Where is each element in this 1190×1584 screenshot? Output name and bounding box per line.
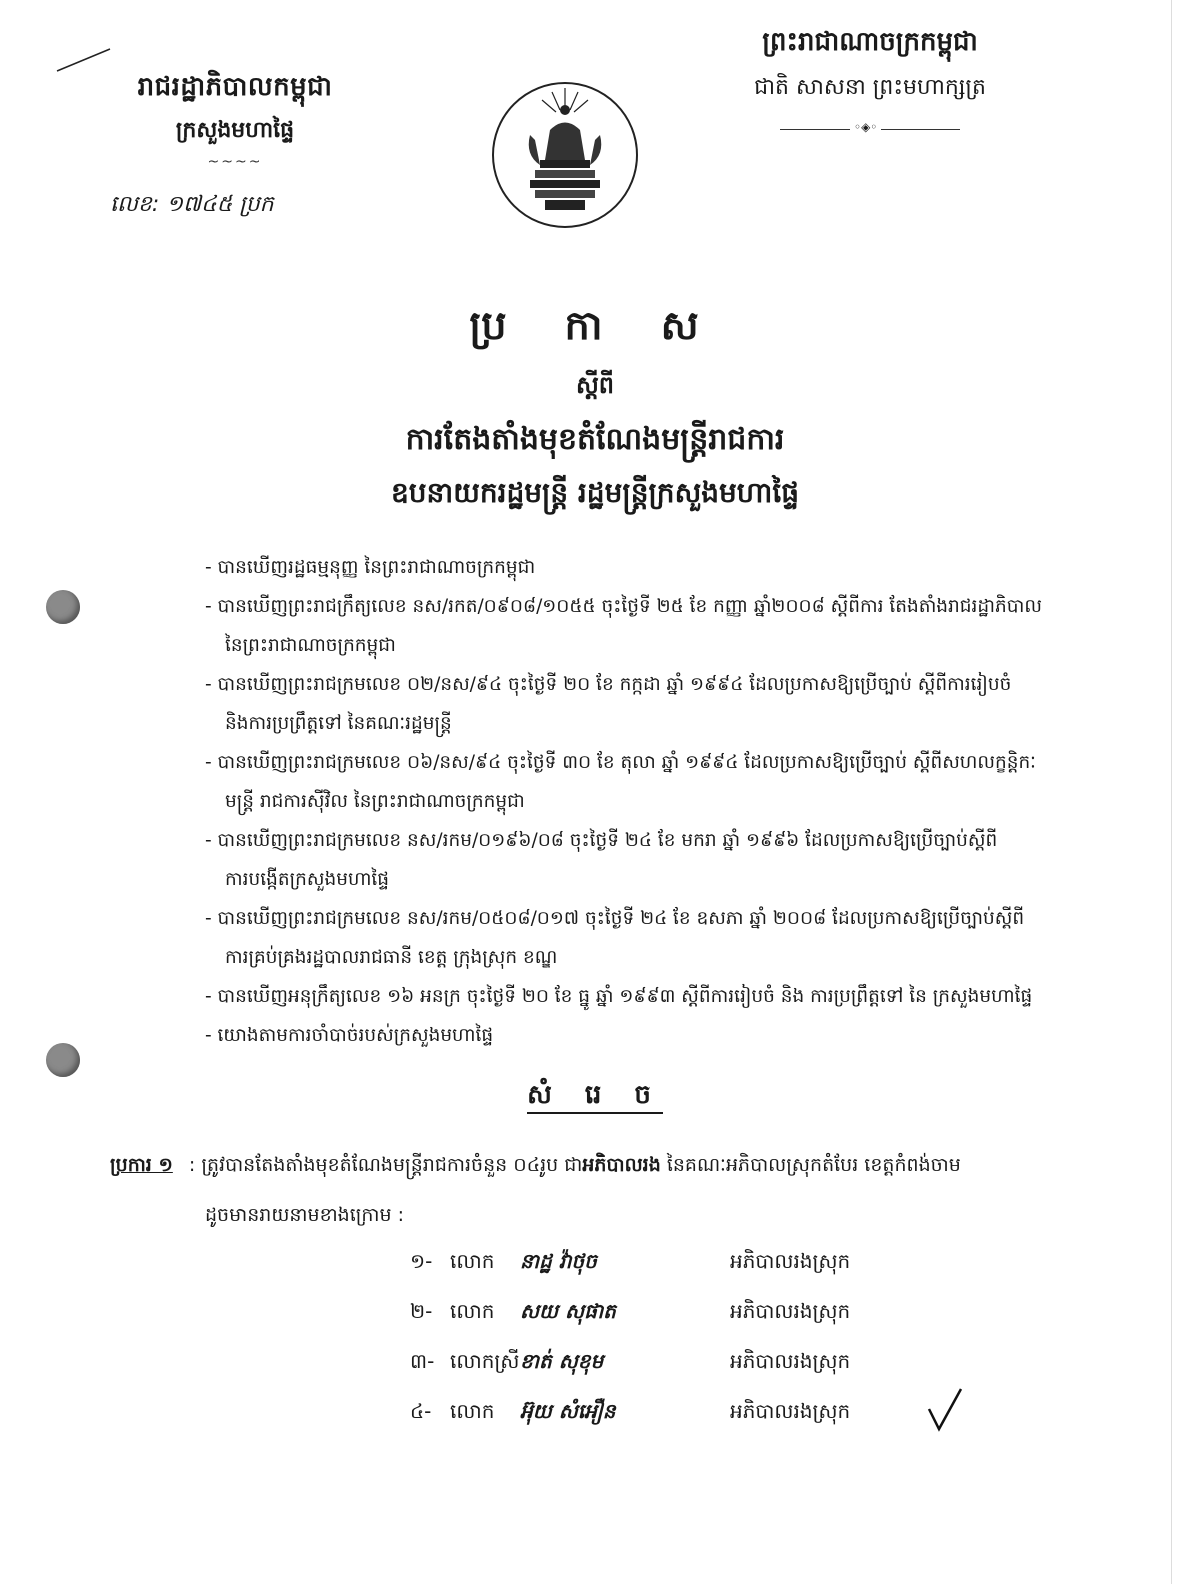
appointee-name: ខាត់ សុខុម	[520, 1349, 604, 1373]
consideration-item: - បានឃើញព្រះរាជក្រមលេខ ០២/នស/៩៤ ចុះថ្ងៃទី ២០ ខែ កក្កដា ឆ្នាំ ១៩៩៤ ដែលប្រកាសឱ្យប្រើច្បាប់ ស្តីពីការរៀបចំ និងការប្រព្រឹត្តទៅ នៃគណៈរដ្ឋមន្ត្រី	[205, 674, 1012, 734]
document-subject: ការតែងតាំងមុខតំណែងមន្ត្រីរាជការ	[405, 422, 785, 457]
ministry-name: ក្រសួងមហាផ្ទៃ	[175, 118, 295, 143]
kingdom-name: ព្រះរាជាណាចក្រកម្ពុជា	[762, 27, 978, 57]
appointee-row: ៣- លោកស្រី ខាត់ សុខុម អភិបាលរងស្រុក	[410, 1340, 1010, 1390]
consideration-item: - បានឃើញព្រះរាជក្រមលេខ ០៦/នស/៩៤ ចុះថ្ងៃទី ៣០ ខែ តុលា ឆ្នាំ ១៩៩៤ ដែលប្រកាសឱ្យប្រើច្បាប់ ស្តីពីសហលក្ខន្តិកៈ មន្ត្រី រាជការស៊ីវិល នៃព្រះរាជាណាចក្រកម្ពុជា	[205, 752, 1036, 812]
article-1	[110, 1140, 1130, 1240]
ornament-divider: ~~~~	[207, 154, 263, 170]
government-name: រាជរដ្ឋាភិបាលកម្ពុជា	[137, 72, 333, 102]
document-type: ប្រ កា ស	[469, 303, 721, 349]
appointee-position: អភិបាលរងស្រុក	[730, 1299, 851, 1323]
handwritten-check-icon	[925, 1385, 965, 1435]
issuer-title: ឧបនាយករដ្ឋមន្ត្រី រដ្ឋមន្ត្រីក្រសួងមហាផ្ទៃ	[390, 476, 799, 509]
punch-hole-icon	[46, 590, 80, 624]
scan-edge	[1171, 0, 1172, 1584]
article-1-line: ប្រការ ១ : ត្រូវបានតែងតាំងមុខតំណែងមន្ត្រីរាជការចំនួន ០៤រូប ជាអភិបាលរង នៃគណៈអភិបាលស្រុកតំបែរ ខេត្តកំពង់ចាម	[110, 1154, 961, 1176]
national-motto: ជាតិ សាសនា ព្រះមហាក្សត្រ	[754, 75, 986, 100]
consideration-item: - បានឃើញអនុក្រឹត្យលេខ ១៦ អនក្រ ចុះថ្ងៃទី ២០ ខែ ធ្នូ ឆ្នាំ ១៩៩៣ ស្តីពីការរៀបចំ និង ការប្រព្រឹត្តទៅ នៃ ក្រសួងមហាផ្ទៃ	[205, 986, 1033, 1007]
article-1-continuation: ដូចមានរាយនាមខាងក្រោម :	[205, 1204, 405, 1226]
appointee-row: ៤- លោក អ៊ុយ សំអឿន អភិបាលរងស្រុក	[410, 1390, 1010, 1440]
appointee-list	[410, 1240, 1010, 1440]
consideration-item: - យោងតាមការចាំបាច់របស់ក្រសួងមហាផ្ទៃ	[205, 1025, 494, 1046]
royal-seal-icon	[490, 80, 640, 230]
appointee-position: អភិបាលរងស្រុក	[730, 1349, 851, 1373]
ornament-line: ◦◈◦	[780, 123, 960, 135]
appointee-position: អភិបាលរងស្រុក	[730, 1249, 851, 1273]
considerations-list	[205, 548, 1125, 1055]
decision-heading: សំ រេ ច	[0, 1078, 1190, 1116]
article-label: ប្រការ ១	[110, 1154, 173, 1176]
appointee-name: អ៊ុយ សំអឿន	[520, 1399, 616, 1423]
appointee-name: សយ សុផាត	[520, 1299, 616, 1323]
appointee-row: ២- លោក សយ សុផាត អភិបាលរងស្រុក	[410, 1290, 1010, 1340]
kingdom-header	[720, 25, 1020, 135]
issuing-authority	[110, 70, 360, 170]
document-number: លេខ: ១៧៤៥ ប្រក	[110, 192, 274, 217]
appointee-name: នាដ្ឋ វ៉ាថុច	[520, 1249, 597, 1273]
about-label: ស្តីពី	[575, 371, 615, 399]
consideration-item: - បានឃើញព្រះរាជក្រមលេខ នស/រកម/០១៩៦/០៨ ចុះថ្ងៃទី ២៤ ខែ មករា ឆ្នាំ ១៩៩៦ ដែលប្រកាសឱ្យប្រើច្បាប់ស្តីពី ការបង្កើតក្រសួងមហាផ្ទៃ	[205, 830, 998, 890]
consideration-item: - បានឃើញព្រះរាជក្រមលេខ នស/រកម/០៥០៨/០១៧ ចុះថ្ងៃទី ២៤ ខែ ឧសភា ឆ្នាំ ២០០៨ ដែលប្រកាសឱ្យប្រើច្បាប់ស្តីពី ការគ្រប់គ្រងរដ្ឋបាលរាជធានី ខេត្ត ក្រុងស្រុក ខណ្ឌ	[205, 908, 1025, 968]
consideration-item: - បានឃើញរដ្ឋធម្មនុញ្ញ នៃព្រះរាជាណាចក្រកម្ពុជា	[205, 557, 536, 578]
punch-hole-icon	[46, 1043, 80, 1077]
appointee-position: អភិបាលរងស្រុក	[730, 1399, 851, 1423]
appointee-row: ១- លោក នាដ្ឋ វ៉ាថុច អភិបាលរងស្រុក	[410, 1240, 1010, 1290]
pen-mark	[55, 45, 115, 75]
consideration-item: - បានឃើញព្រះរាជក្រឹត្យលេខ នស/រកត/០៩០៨/១០៥៥ ចុះថ្ងៃទី ២៥ ខែ កញ្ញា ឆ្នាំ២០០៨ ស្តីពីការ តែងតាំងរាជរដ្ឋាភិបាល នៃព្រះរាជាណាចក្រកម្ពុជា	[205, 596, 1042, 656]
